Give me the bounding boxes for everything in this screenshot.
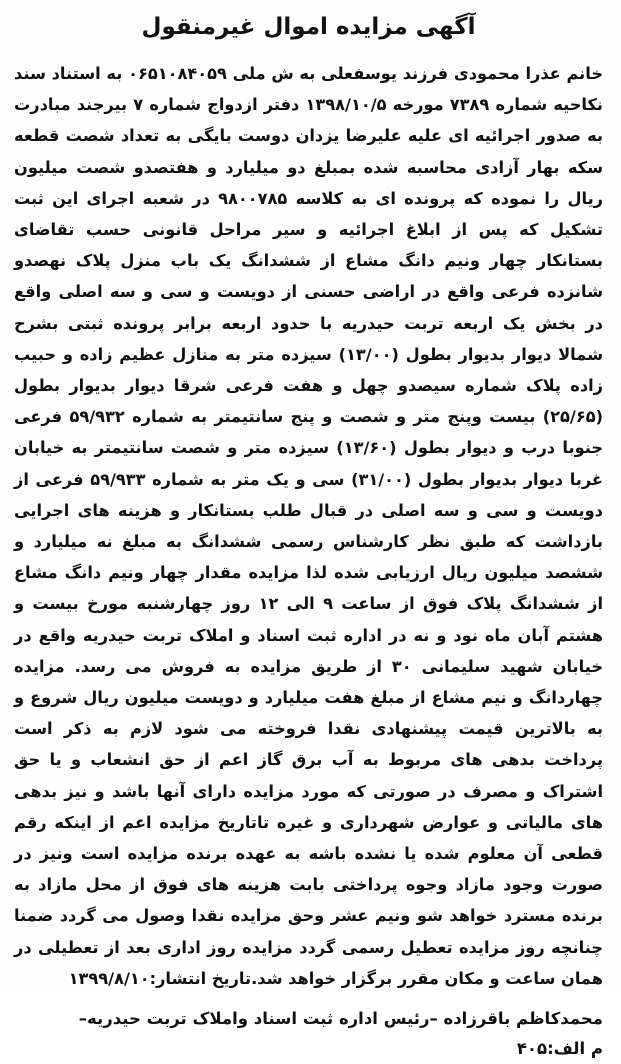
notice-body: خانم عذرا محمودی فرزند یوسفعلی به ش ملی ۰۶۵۱۰۸۴۰۵۹ به استناد سند نکاحیه شماره ۷۳۸۹ مورخه ۱۳۹۸/۱۰/۵ دفتر ازدواج شماره ۷ بیرجند مبادرت به صدور اجرائیه ای علیه علیرضا یزدان دوست بایگی به تعداد شصت قطعه سکه بهار آزادی محاسبه شده بمبلغ دو میلیارد و هفتصدو شصت میلیون ریال را نموده که پرونده ای به کلاسه ۹۸۰۰۷۸۵ در شعبه اجرای این ثبت تشکیل که پس از ابلاغ اجرائیه و سیر مراحل قانونی حسب تقاضای بستانکار چهار ونیم دانگ مشاع از ششدانگ یک باب منزل پلاک نهصدو شانزده فرعی واقع در اراضی حسنی از دویست و سی و سه اصلی واقع در بخش یک اربعه تربت حیدریه با حدود اربعه برابر پرونده ثبتی بشرح شمالا دیوار بدیوار بطول (۱۳/۰۰) سیزده متر به منازل عظیم زاده و حبیب زاده پلاک شماره سیصدو چهل و هفت فرعی شرقا دیوار بدیوار بطول (۲۵/۶۵) بیست وپنج متر و شصت و پنج سانتیمتر به شماره ۵۹/۹۳۲ فرعی جنوبا درب و دیوار بطول (۱۳/۶۰) سیزده متر و شصت سانتیمتر به خیابان غربا دیوار بدیوار بطول (۳۱/۰۰) سی و یک متر به شماره ۵۹/۹۳۳ فرعی از دویست و سی و سه اصلی در قبال طلب بستانکار و هزینه های اجرایی بازداشت که طبق نظر کارشناس رسمی ششدانگ به مبلغ نه میلیارد و ششصد میلیون ریال ارزیابی شده لذا مزایده مقدار چهار ونیم دانگ مشاع از ششدانگ پلاک فوق از ساعت ۹ الی ۱۲ روز چهارشنبه مورخ بیست و هشتم آبان ماه نود و نه در اداره ثبت اسناد و املاک تربت حیدریه واقع در خیابان شهید سلیمانی ۳۰ از طریق مزایده به فروش می رسد. مزایده چهاردانگ و نیم مشاع از مبلغ هفت میلیارد و دویست میلیون ریال شروع و به بالاترین قیمت پیشنهادی نقدا فروخته می شود لازم به ذکر است پرداخت بدهی های مربوط به آب برق گاز اعم از حق انشعاب و یا حق اشتراک و مصرف در صورتی که مورد مزایده دارای آنها باشد و نیز بدهی های مالیاتی و عوارض شهرداری و غیره تاتاریخ مزایده اعم از اینکه رقم قطعی آن معلوم شده یا نشده باشه به عهده برنده مزایده است ونیز در صورت وجود مازاد وجوه پرداختی بابت هزینه های فوق از محل مازاد به برنده مسترد خواهد شو ونیم عشر وحق مزایده نقدا وصول می گردد ضمنا چنانچه روز مزایده تعطیل رسمی گردد مزایده روز اداری بعد از تعطیلی در همان ساعت و مکان مقرر برگزار خواهد شد.تاریخ انتشار:۱۳۹۹/۸/۱۰ (14, 64, 604, 988)
notice-title: آگهی مزایده اموال غیرمنقول (141, 14, 476, 40)
notice-signature: محمدکاظم باقرزاده –رئیس اداره ثبت اسناد واملاک تربت حیدریه– (78, 1009, 603, 1029)
notice-code: م الف:۴۰۵ (516, 1039, 603, 1059)
